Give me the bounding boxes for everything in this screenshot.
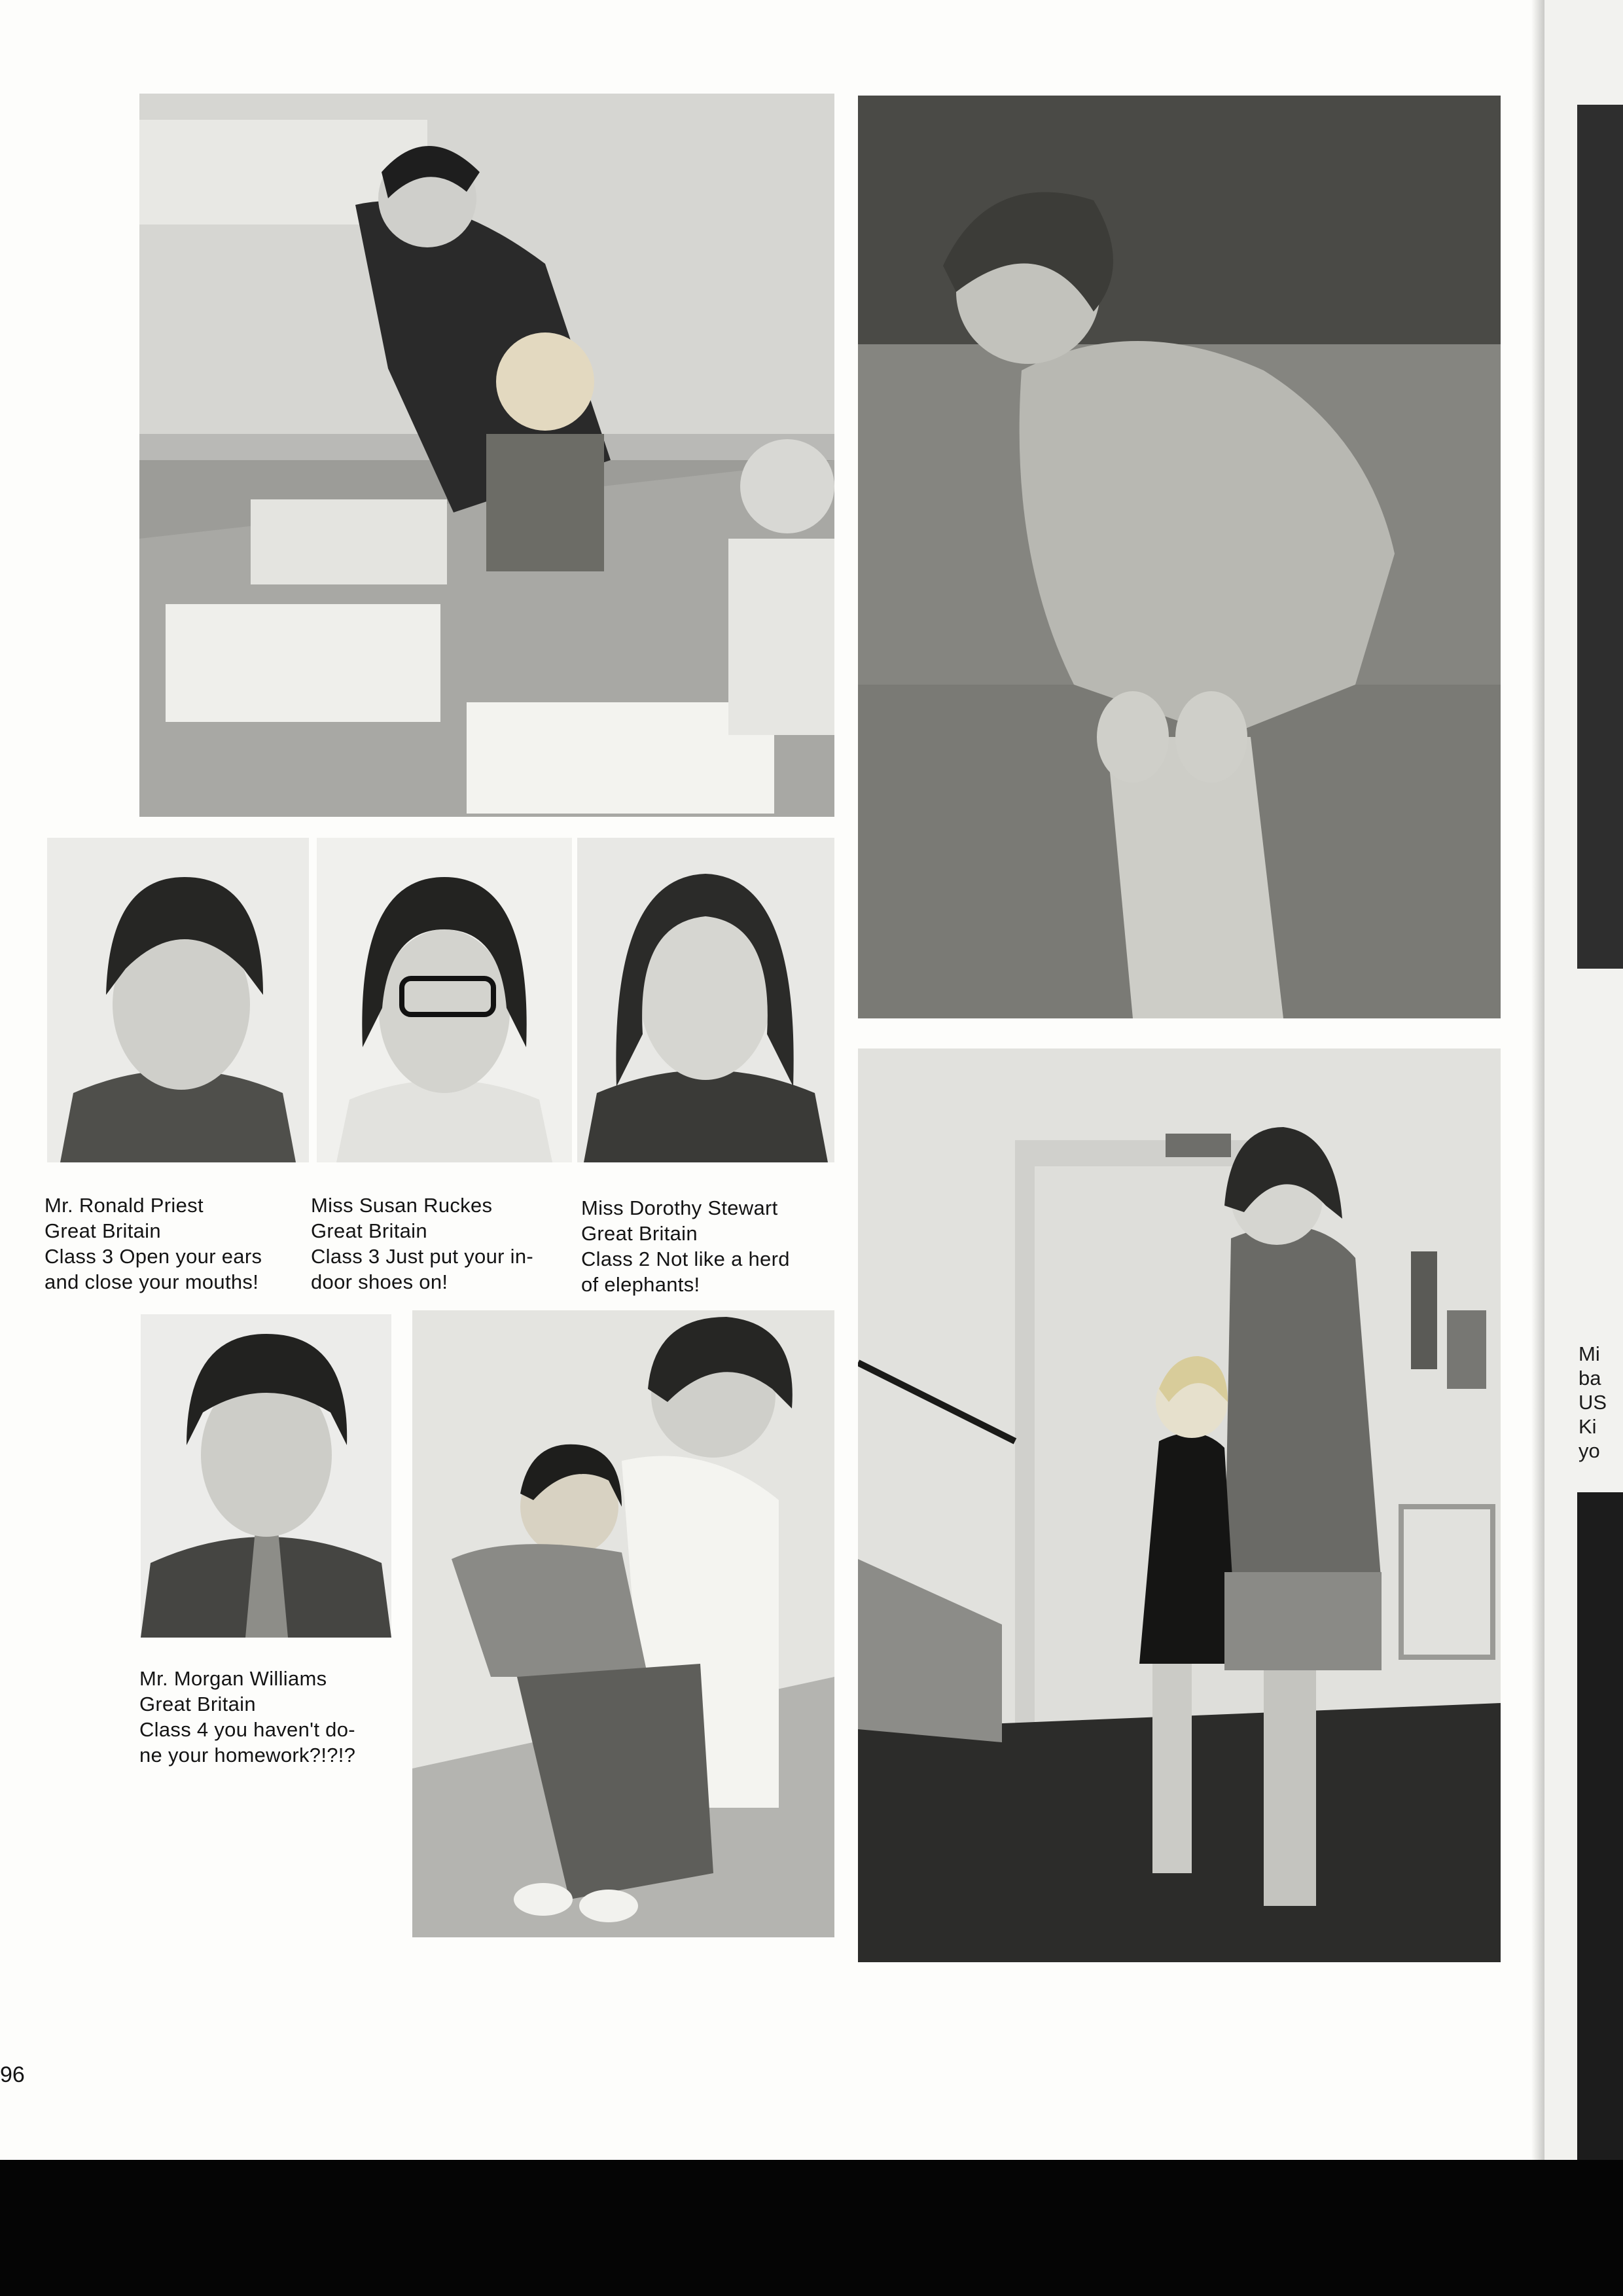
caption-name: Miss Susan Ruckes bbox=[311, 1194, 493, 1217]
next-page-photo-strip bbox=[1577, 1492, 1623, 2160]
next-page-text-line: ba bbox=[1578, 1367, 1601, 1390]
next-page-photo-strip bbox=[1577, 105, 1623, 969]
portrait-morgan-williams bbox=[141, 1314, 391, 1638]
next-page-text-line: Ki bbox=[1578, 1415, 1597, 1438]
spine-shadow bbox=[1531, 0, 1544, 2160]
caption-dorothy-stewart bbox=[581, 1195, 790, 1297]
caption-quote-line: Class 2 Not like a herd bbox=[581, 1247, 790, 1270]
caption-country: Great Britain bbox=[581, 1222, 698, 1245]
portrait-susan-ruckes bbox=[317, 838, 572, 1162]
caption-quote-line: ne your homework?!?!? bbox=[139, 1744, 356, 1767]
caption-ronald-priest bbox=[45, 1193, 262, 1295]
caption-quote-line: of elephants! bbox=[581, 1273, 700, 1296]
page-number: 96 bbox=[0, 2062, 25, 2087]
next-page-text-line: Mi bbox=[1578, 1342, 1600, 1365]
caption-name: Miss Dorothy Stewart bbox=[581, 1196, 778, 1219]
caption-name: Mr. Morgan Williams bbox=[139, 1667, 327, 1690]
portrait-dorothy-stewart bbox=[577, 838, 834, 1162]
caption-quote-line: Class 4 you haven't do- bbox=[139, 1718, 355, 1741]
caption-country: Great Britain bbox=[139, 1693, 256, 1715]
next-page-edge bbox=[1544, 0, 1623, 2160]
portrait-ronald-priest bbox=[47, 838, 309, 1162]
dance-class-photo bbox=[858, 1049, 1501, 1962]
scan-background bbox=[0, 2160, 1623, 2296]
next-page-text-line: yo bbox=[1578, 1439, 1600, 1462]
caption-country: Great Britain bbox=[311, 1219, 427, 1242]
next-page-text-fragment bbox=[1578, 1342, 1607, 1463]
caption-quote-line: door shoes on! bbox=[311, 1270, 448, 1293]
caption-quote-line: and close your mouths! bbox=[45, 1270, 259, 1293]
next-page-text-line: US bbox=[1578, 1391, 1607, 1414]
caption-quote-line: Class 3 Open your ears bbox=[45, 1245, 262, 1268]
caption-quote-line: Class 3 Just put your in- bbox=[311, 1245, 534, 1268]
teacher-with-child-photo bbox=[412, 1310, 834, 1937]
caption-country: Great Britain bbox=[45, 1219, 161, 1242]
field-photo bbox=[858, 96, 1501, 1018]
caption-morgan-williams bbox=[139, 1666, 355, 1768]
caption-name: Mr. Ronald Priest bbox=[45, 1194, 204, 1217]
caption-susan-ruckes bbox=[311, 1193, 533, 1295]
classroom-photo bbox=[139, 94, 834, 817]
